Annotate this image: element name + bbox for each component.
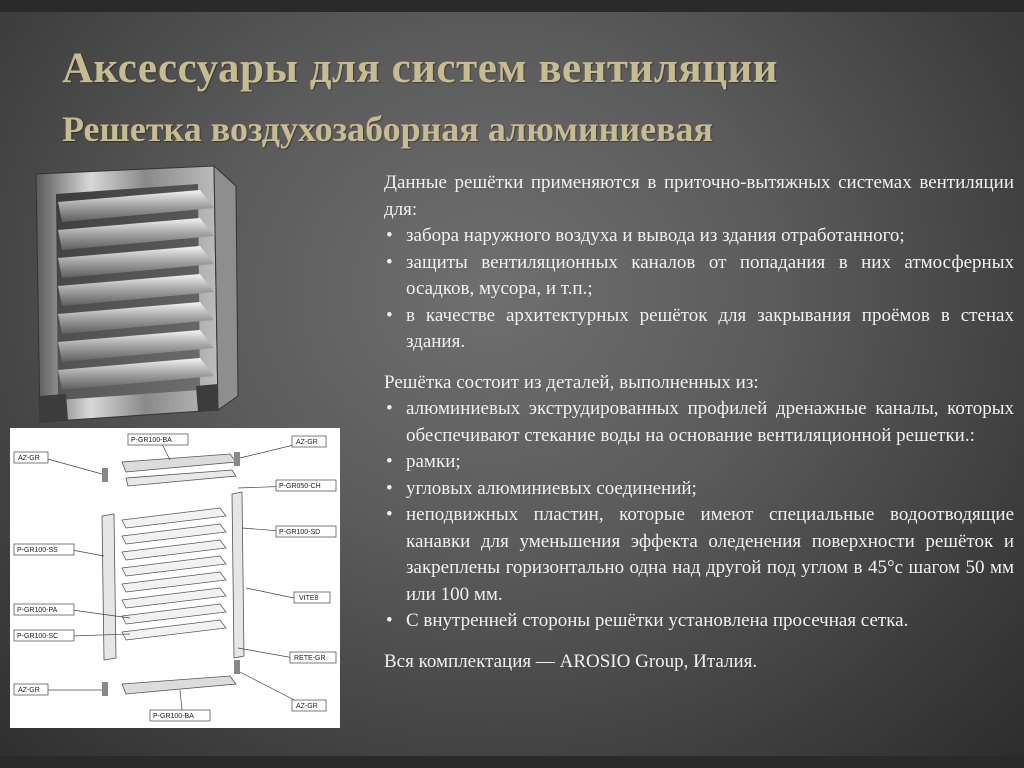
label-corner-bottom-left: AZ-GR <box>18 687 40 694</box>
label-mesh: RETE-GR <box>294 655 326 662</box>
label-corner-top-left: AZ-GR <box>18 455 40 462</box>
intro-paragraph: Данные решётки применяются в приточно-вытяжных системах вентиляции для: <box>384 172 1014 220</box>
list-item: • рамки; <box>386 451 461 472</box>
grille-photo <box>28 164 244 426</box>
paragraph-gap <box>384 356 1014 370</box>
list-item: • С внутренней стороны решётки установлена просечная сетка. <box>386 610 909 631</box>
list-item: • алюминиевых экструдированных профилей дренажные каналы, которых обеспечивают стекание воды на основание вентиляционной решетки.: <box>386 398 1014 446</box>
label-blade: P-GR050-CH <box>279 483 321 490</box>
label-screw: VITE8 <box>299 595 319 602</box>
description-text <box>384 170 1014 675</box>
paragraph-gap <box>384 635 1014 649</box>
assembly-diagram <box>10 428 340 728</box>
label-corner-top-right: AZ-GR <box>296 439 318 446</box>
label-corner-bottom-right: AZ-GR <box>296 703 318 710</box>
list-item: • забора наружного воздуха и вывода из здания отработанного; <box>386 225 905 246</box>
slide-subtitle: Решетка воздухозаборная алюминиевая <box>62 109 714 149</box>
label-top-profile: P-GR100-BA <box>131 437 172 444</box>
label-side-left: P-GR100-SS <box>17 547 58 554</box>
composition-intro: Решётка состоит из деталей, выполненных из: <box>384 371 759 393</box>
footer-text: Вся комплектация — AROSIO Group, Италия. <box>384 650 758 672</box>
list-item: • угловых алюминиевых соединений; <box>386 477 697 499</box>
label-profile-sc: P-GR100-SC <box>17 633 59 640</box>
purpose-list <box>384 223 1014 356</box>
label-side-right: P-GR100-SD <box>279 529 321 536</box>
list-item: • неподвижных пластин, которые имеют специальные водоотводящие канавки для уменьшения эффекта оледенения поверхности решёток и закреплены горизонтально одна над другой под углом в 45°с шагом 50 мм или 100 мм. <box>386 504 1014 605</box>
label-profile-pa: P-GR100-PA <box>17 607 58 614</box>
top-dark-band <box>0 0 1024 12</box>
label-bottom-profile: P-GR100-BA <box>153 713 194 720</box>
list-item: • защиты вентиляционных каналов от попадания в них атмосферных осадков, мусора, и т.п.; <box>386 251 1014 299</box>
slide-title: Аксессуары для систем вентиляции <box>62 45 779 92</box>
composition-list <box>384 396 1014 635</box>
list-item: • в качестве архитектурных решёток для закрывания проёмов в стенах здания. <box>386 304 1014 352</box>
bottom-dark-band <box>0 756 1024 768</box>
